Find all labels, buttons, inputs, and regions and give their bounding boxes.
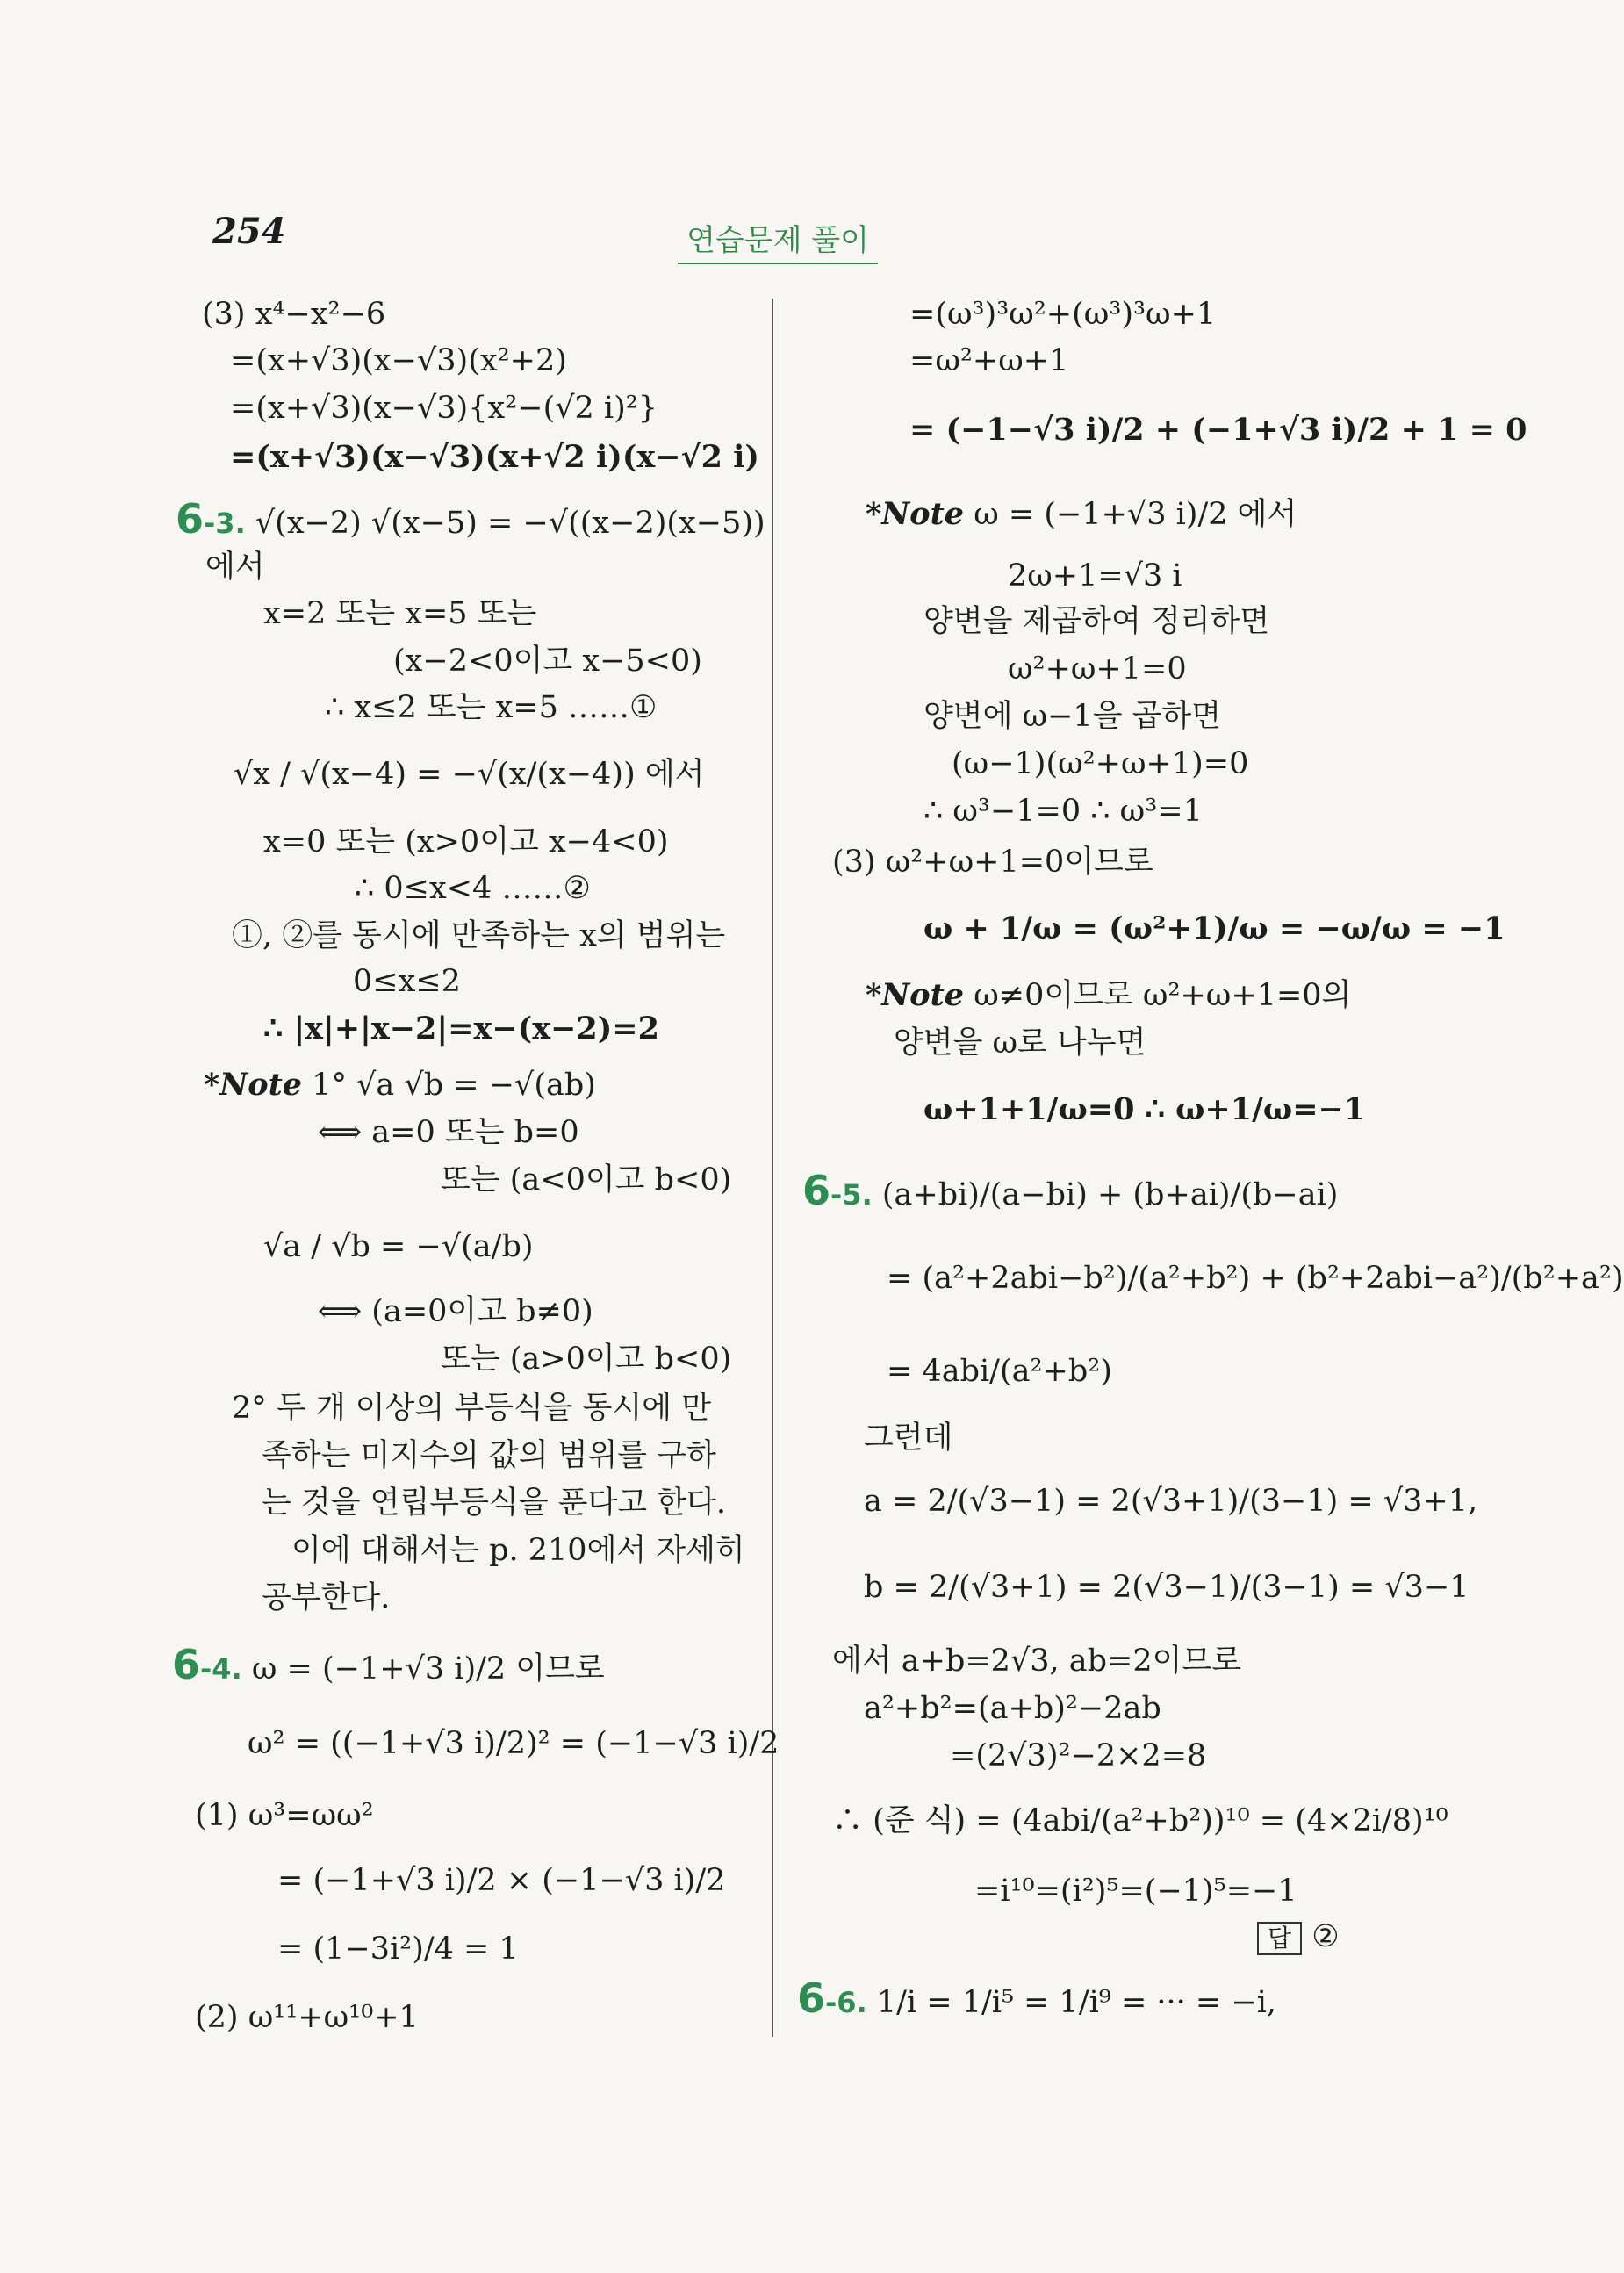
problem-6-5: 6-5. (a+bi)/(a−bi) + (b+ai)/(b−ai) [802, 1167, 1339, 1214]
text-line: = (1−3i²)/4 = 1 [277, 1931, 519, 1967]
answer-box: 답 [1257, 1922, 1302, 1955]
text-line: √a / √b = −√(a/b) [263, 1229, 534, 1264]
text-line: (3) ω²+ω+1=0이므로 [832, 845, 1153, 880]
text-line: ω²+ω+1=0 [1008, 651, 1187, 687]
text-line: b = 2/(√3+1) = 2(√3−1)/(3−1) = √3−1 [864, 1570, 1470, 1605]
text-line: (1) ω³=ωω² [195, 1798, 374, 1833]
note-line: *Note ω≠0이므로 ω²+ω+1=0의 [866, 977, 1352, 1013]
text-line: (ω−1)(ω²+ω+1)=0 [952, 746, 1249, 781]
text-line: a = 2/(√3−1) = 2(√3+1)/(3−1) = √3+1, [864, 1484, 1478, 1519]
answer-line: 답 ② [1257, 1916, 1340, 1958]
note-label: *Note [866, 977, 965, 1013]
problem-label: 6-3. [176, 495, 246, 543]
text-line: ∴ x≤2 또는 x=5 ……① [325, 690, 658, 725]
problem-6-6: 6-6. 1/i = 1/i⁵ = 1/i⁹ = ··· = −i, [797, 1974, 1277, 2022]
text-line: (2) ω¹¹+ω¹⁰+1 [195, 2000, 419, 2035]
text-line: 는 것을 연립부등식을 푼다고 한다. [262, 1485, 726, 1521]
text-line: =(2√3)²−2×2=8 [950, 1738, 1207, 1773]
text-line: ⟺ a=0 또는 b=0 [318, 1115, 579, 1150]
text-line: √x / √(x−4) = −√(x/(x−4)) 에서 [234, 757, 705, 792]
problem-label: 6-6. [797, 1974, 867, 2022]
text-line: = (−1+√3 i)/2 × (−1−√3 i)/2 [277, 1863, 726, 1898]
text-line: 2° 두 개 이상의 부등식을 동시에 만 [232, 1391, 712, 1426]
note-label: *Note [866, 496, 965, 532]
text-line: ω² = ((−1+√3 i)/2)² = (−1−√3 i)/2 [248, 1726, 780, 1761]
text-line: 공부한다. [262, 1580, 391, 1615]
note-label: *Note [204, 1067, 303, 1103]
text-line: 0≤x≤2 [353, 964, 461, 999]
text-line: ∴ 0≤x<4 ……② [355, 871, 591, 906]
text-line: =ω²+ω+1 [909, 343, 1069, 378]
problem-label: 6-4. [172, 1641, 242, 1688]
text-line: = (a²+2abi−b²)/(a²+b²) + (b²+2abi−a²)/(b²+a²) [887, 1261, 1624, 1296]
note-line: *Note 1° √a √b = −√(ab) [204, 1067, 596, 1103]
note-line: *Note ω = (−1+√3 i)/2 에서 [866, 496, 1297, 532]
text-line: 그런데 [864, 1421, 953, 1456]
text-line: ①, ②를 동시에 만족하는 x의 범위는 [232, 918, 726, 953]
text-line: 2ω+1=√3 i [1008, 558, 1182, 593]
text-line: =(x+√3)(x−√3)(x+√2 i)(x−√2 i) [230, 439, 759, 475]
problem-6-3: 6-3. √(x−2) √(x−5) = −√((x−2)(x−5)) [176, 495, 765, 543]
problem-label: 6-5. [802, 1167, 873, 1214]
text-line: x=0 또는 (x>0이고 x−4<0) [263, 824, 669, 860]
text-line: = (−1−√3 i)/2 + (−1+√3 i)/2 + 1 = 0 [909, 412, 1527, 448]
text-line: =(ω³)³ω²+(ω³)³ω+1 [909, 297, 1217, 332]
text-line: ⟺ (a=0이고 b≠0) [318, 1294, 593, 1329]
text-line: 양변을 제곱하여 정리하면 [923, 604, 1270, 639]
text-line: 양변에 ω−1을 곱하면 [923, 699, 1222, 734]
text-line: = 4abi/(a²+b²) [887, 1354, 1112, 1389]
text-line: ω+1+1/ω=0 ∴ ω+1/ω=−1 [923, 1091, 1366, 1127]
text-line: ∴ (준 식) = (4abi/(a²+b²))¹⁰ = (4×2i/8)¹⁰ [832, 1803, 1448, 1838]
text-line: 족하는 미지수의 값의 범위를 구하 [262, 1438, 716, 1473]
text-line: (3) x⁴−x²−6 [202, 297, 386, 332]
text-line: =(x+√3)(x−√3)(x²+2) [230, 343, 567, 378]
column-divider [772, 299, 773, 2037]
text-line: 에서 [205, 550, 265, 585]
page-title: 연습문제 풀이 [678, 216, 878, 264]
text-line: ∴ ω³−1=0 ∴ ω³=1 [923, 794, 1203, 829]
text-line: ∴ |x|+|x−2|=x−(x−2)=2 [263, 1011, 659, 1047]
text-line: 또는 (a>0이고 b<0) [441, 1342, 732, 1377]
text-line: (x−2<0이고 x−5<0) [393, 644, 702, 679]
text-line: =i¹⁰=(i²)⁵=(−1)⁵=−1 [974, 1874, 1297, 1909]
text-line: 에서 a+b=2√3, ab=2이므로 [832, 1644, 1242, 1679]
text-line: 양변을 ω로 나누면 [894, 1025, 1146, 1061]
text-line: ω + 1/ω = (ω²+1)/ω = −ω/ω = −1 [923, 910, 1505, 946]
page-number: 254 [212, 211, 286, 252]
text-line: a²+b²=(a+b)²−2ab [864, 1691, 1161, 1726]
text-line: 또는 (a<0이고 b<0) [441, 1162, 732, 1198]
text-line: x=2 또는 x=5 또는 [263, 596, 537, 631]
text-line: =(x+√3)(x−√3){x²−(√2 i)²} [230, 391, 658, 426]
text-line: 이에 대해서는 p. 210에서 자세히 [291, 1533, 745, 1568]
problem-6-4: 6-4. ω = (−1+√3 i)/2 이므로 [172, 1641, 605, 1688]
